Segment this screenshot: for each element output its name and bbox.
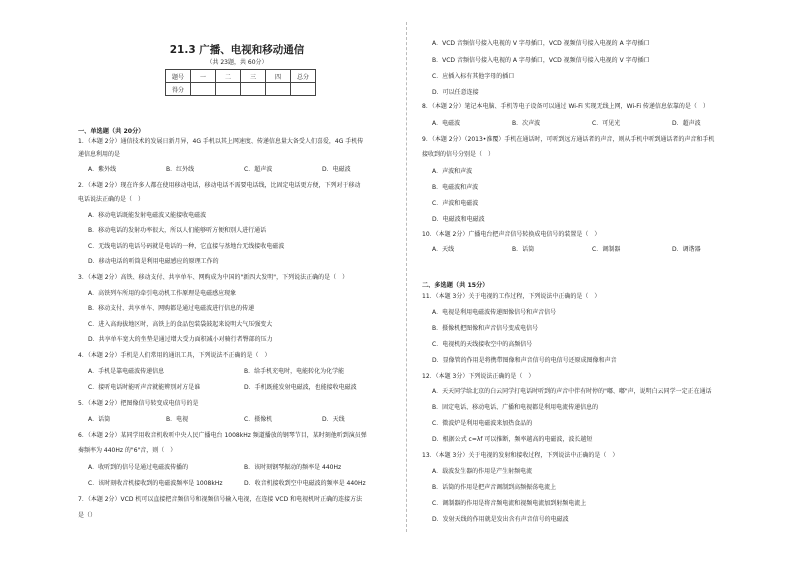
option: C．超声波 bbox=[244, 166, 273, 173]
option: C．调制器 bbox=[592, 246, 621, 253]
question-text: 13．（本题 3分）关于电视的发射和接收过程，下列说法中正确的是（ ） bbox=[422, 452, 619, 459]
option: B．红外线 bbox=[166, 166, 195, 173]
option: A．高铁列车所用的牵引电动机工作原理是电磁感应现象 bbox=[88, 290, 237, 297]
score-table-header-row bbox=[166, 70, 316, 83]
option: B．给手机充电时，电能转化为化学能 bbox=[244, 368, 345, 375]
page-subtitle: （共 23题，共 60分） bbox=[206, 59, 268, 66]
option: A．收听到的信号是通过电磁波传播的 bbox=[88, 464, 189, 471]
score-table-cell: 一 bbox=[191, 70, 216, 83]
option: D．移动电话的听筒是利用电磁感应的原理工作的 bbox=[88, 258, 219, 265]
option: D．调谐器 bbox=[672, 246, 701, 253]
score-table-cell: 三 bbox=[241, 70, 266, 83]
option: C．摄像机 bbox=[244, 416, 273, 423]
option: C．无线电话的电话号码就是电话的一种，它直接与基地台无线接收电磁波 bbox=[88, 243, 285, 250]
option: B．次声波 bbox=[512, 120, 541, 127]
score-table-cell: 四 bbox=[266, 70, 291, 83]
score-table-empty-cell bbox=[191, 83, 216, 96]
option: A．天天同学给北京的白云同学打电话时听到的声音中伴有时停的"嘟、嘟"声，说明白云同学一定正在通话 bbox=[432, 388, 712, 395]
option: D．根据公式 c=λf 可以推断，频率越高的电磁波，波长越短 bbox=[432, 436, 593, 443]
option: D．超声波 bbox=[672, 120, 701, 127]
score-table-empty-cell bbox=[241, 83, 266, 96]
question-text: 4．（本题 2分）手机是人们常用的通讯工具，下列说法不正确的是（ ） bbox=[78, 352, 271, 359]
question-text: 11．（本题 3分）关于电视的工作过程，下列说法中正确的是（ ） bbox=[422, 293, 601, 300]
question-text: 12．（本题 3分）下列说法正确的是（ ） bbox=[422, 373, 535, 380]
question-text: 8．（本题 2分）笔记本电脑、手机等电子设备可以通过 Wi-Fi 实现无线上网，Wi-Fi 传递信息依靠的是（ ） bbox=[422, 103, 709, 110]
option: D．可以任意连接 bbox=[432, 89, 479, 96]
option: D．电磁波 bbox=[322, 166, 351, 173]
score-table-cell: 得分 bbox=[166, 83, 191, 96]
option: A．天线 bbox=[432, 246, 455, 253]
option: C．声波和电磁波 bbox=[432, 200, 479, 207]
question-text: 奏频率为 440Hz 的"6"音，则（ ） bbox=[78, 447, 177, 454]
option: C．进入高海拔地区时，高铁上的食品包装袋鼓起来说明大气压强变大 bbox=[88, 321, 273, 328]
question-text: 1．（本题 2分）通信技术的发展日新月异，4G 手机以其上网速度、传递信息量大备受人们喜爱，4G 手机传 bbox=[78, 138, 364, 145]
option: D．发射天线的作用就是发出含有声音信号的电磁波 bbox=[432, 516, 569, 523]
page-title: 21.3 广播、电视和移动通信 bbox=[169, 44, 305, 56]
option: B．电磁波和声波 bbox=[432, 184, 479, 191]
option: A．声波和声波 bbox=[432, 168, 473, 175]
question-text: 9．（本题 2分）（2013•淮覆）手机在通话时，可听到远方通话者的声音，则从手机中听到通话者的声音和手机 bbox=[422, 136, 715, 143]
option: A．话筒 bbox=[88, 416, 111, 423]
score-table-empty-cell bbox=[291, 83, 316, 96]
score-table-score-row bbox=[166, 83, 316, 96]
option: D．电磁波和电磁波 bbox=[432, 216, 485, 223]
option: C．该时刻收音机接收到的电磁波频率是 1008kHz bbox=[88, 480, 223, 487]
column-divider bbox=[406, 22, 407, 532]
question-text: 6．（本题 2分）某同学用收音机收听中央人民广播电台 1008kHz 频道播放的钢琴节目，某时刻他听到演员弹 bbox=[78, 432, 367, 439]
question-text: 7．（本题 2分）VCD 机可以直接把音频信号和视频信号输入电视，在连接 VCD 和电视机时正确的连接方法 bbox=[78, 496, 363, 503]
option: A．移动电话既能发射电磁波又能接收电磁波 bbox=[88, 212, 207, 219]
question-text: 5．（本题 2分）把图像信号转变成电信号的是 bbox=[78, 400, 199, 407]
score-table-empty-cell bbox=[266, 83, 291, 96]
option: C．接听电话时能听声音就能辨别对方是谁 bbox=[88, 384, 201, 391]
question-text: 2．（本题 2分）现在许多人都在使用移动电话，移动电话不需要电话线，比固定电话更方便，下列对于移动 bbox=[78, 182, 361, 189]
option: B．VCD 音频信号接入电视的 A 字母插口，VCD 视频信号接入电视的 V 字母插口 bbox=[432, 57, 650, 64]
option: B．话筒 bbox=[512, 246, 535, 253]
option: D．收音机接收到空中电磁波的频率是 440Hz bbox=[244, 480, 366, 487]
score-table bbox=[165, 69, 316, 96]
option: D．共享单车宽大的坐垫是通过增大受力面积减小对骑行者臀部的压力 bbox=[88, 336, 273, 343]
option: A．电磁波 bbox=[432, 120, 461, 127]
option: D．手机既能发射电磁波，也能接收电磁波 bbox=[244, 384, 357, 391]
option: C．电视机的天线接收空中的高频信号 bbox=[432, 341, 533, 348]
score-table-empty-cell bbox=[216, 83, 241, 96]
option: A．手机是靠电磁波传递信息 bbox=[88, 368, 165, 375]
option: B．移动支付、共享单车、网购都是通过电磁波进行信息的传递 bbox=[88, 305, 255, 312]
option: B．电视 bbox=[166, 416, 189, 423]
option: C．应插入标有其他字母的插口 bbox=[432, 73, 515, 80]
question-text: 是（） bbox=[78, 512, 97, 519]
option: D．显像管的作用是将携带图像和声音信号的电信号还原成图像和声音 bbox=[432, 357, 617, 364]
option: C．调制器的作用是将音频电流和视频电流加到射频电流上 bbox=[432, 500, 587, 507]
option: C．可见光 bbox=[592, 120, 621, 127]
option: A．载波发生器的作用是产生射频电流 bbox=[432, 468, 533, 475]
option: B．该时刻钢琴振动的频率是 440Hz bbox=[244, 464, 342, 471]
option: A．电视是利用电磁波传递图像信号和声音信号 bbox=[432, 309, 557, 316]
question-text: 电话说法正确的是（ ） bbox=[78, 196, 145, 203]
option: A．VCD 音频信号接入电视的 V 字母插口，VCD 视频信号接入电视的 A 字母插口 bbox=[432, 40, 650, 47]
option: B．移动电话的发射功率很大，所以人们能够听方便和别人进行通话 bbox=[88, 227, 267, 234]
question-text: 接收到的信号分别是（ ） bbox=[422, 151, 495, 158]
score-table-cell: 总分 bbox=[291, 70, 316, 83]
section-heading: 二、多选题（共 15分） bbox=[422, 282, 489, 289]
section-heading: 一、单选题（共 20分） bbox=[78, 128, 145, 135]
question-text: 10．（本题 2分）广播电台把声音信号转换成电信号的装置是（ ） bbox=[422, 231, 601, 238]
option: B．摄像机把图像和声音信号变成电信号 bbox=[432, 325, 539, 332]
option: B．固定电话、移动电话、广播和电视都是利用电流传递信息的 bbox=[432, 404, 599, 411]
option: B．话筒的作用是把声音调制到高频振荡电流上 bbox=[432, 484, 557, 491]
option: D．天线 bbox=[322, 416, 345, 423]
question-text: 递信息利用的是 bbox=[78, 151, 121, 158]
question-text: 3．（本题 2分）高铁、移动支付、共享单车、网购成为中国的"新四大发明"，下列说法正确的是（ ） bbox=[78, 274, 349, 281]
option: C．微波炉是利用电磁波来加热食品的 bbox=[432, 420, 533, 427]
option: A．紫外线 bbox=[88, 166, 117, 173]
score-table-cell: 二 bbox=[216, 70, 241, 83]
score-table-cell: 题号 bbox=[166, 70, 191, 83]
